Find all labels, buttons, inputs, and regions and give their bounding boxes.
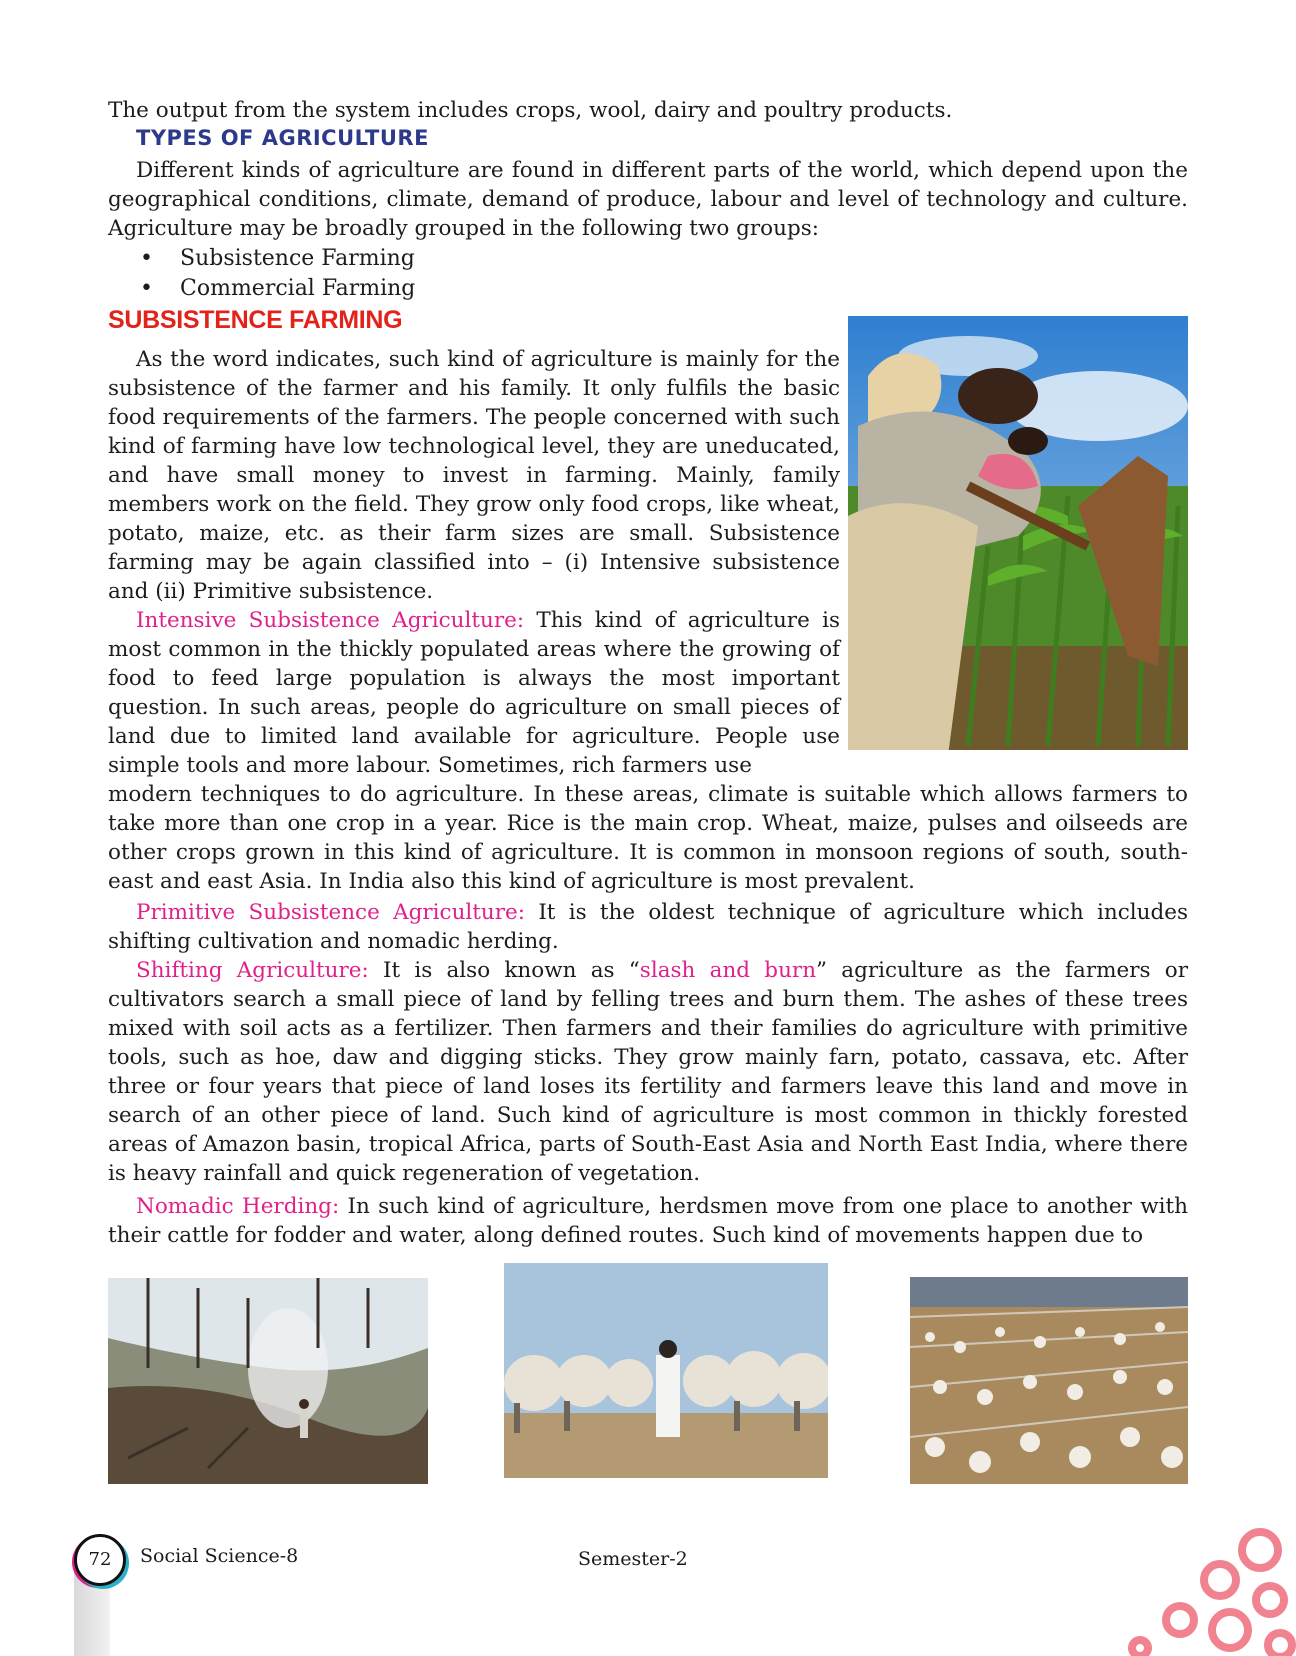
farmer-hoeing-photo xyxy=(848,316,1188,750)
shifting-label: Shifting Agriculture: xyxy=(136,958,369,983)
subsistence-paragraph: As the word indicates, such kind of agriculture is mainly for the subsistence of the farmer and his family. It only fulfils the basic food requirements of the farmers. The people concerned with such kind of farming have low technological level, they are uneducated, and have small money to invest in farming. Mainly, family members work on the field. They grow only food crops, like wheat, potato, maize, etc. as their farm sizes are small. Subsistence farming may be again classified into – (i) Intensive subsistence and (ii) Primitive subsistence. xyxy=(108,347,840,604)
primitive-label: Primitive Subsistence Agriculture: xyxy=(136,900,526,925)
intensive-text-1: This kind of agriculture is most common in the thickly populated areas where the growing of food to feed large population is always the most important question. In such areas, people do agriculture on small pieces of land due to limited land available for agriculture. People use simple tools and more labour. Sometimes, rich farmers use xyxy=(108,608,840,778)
slash-and-burn-photo xyxy=(108,1278,428,1484)
list-item: • Commercial Farming xyxy=(108,274,415,304)
shifting-text-before: It is also known as “ xyxy=(382,958,640,983)
nomadic-herder-photo xyxy=(504,1263,828,1478)
shifting-paragraph xyxy=(108,956,1188,1188)
primitive-paragraph xyxy=(108,898,1188,956)
subsistence-heading: SUBSISTENCE FARMING xyxy=(108,306,403,334)
primitive-text: It is the oldest technique of agriculture which includes shifting cultivation and nomadic herding. xyxy=(108,900,1188,954)
nomadic-paragraph xyxy=(108,1192,1188,1250)
intensive-paragraph-bottom: modern techniques to do agriculture. In these areas, climate is suitable which allows farmers to take more than one crop in a year. Rice is the main crop. Wheat, maize, pulses and oilseeds are other crops grown in this kind of agriculture. It is common in monsoon regions of south, south-east and east Asia. In India also this kind of agriculture is most prevalent. xyxy=(108,782,1188,894)
semester-label: Semester-2 xyxy=(578,1548,688,1570)
types-heading: TYPES OF AGRICULTURE xyxy=(136,126,429,150)
intensive-paragraph-top xyxy=(108,606,840,780)
farming-types-list xyxy=(108,244,415,304)
nomadic-label: Nomadic Herding: xyxy=(136,1194,340,1219)
page-number: 72 xyxy=(74,1534,126,1586)
intensive-label: Intensive Subsistence Agriculture: xyxy=(136,608,525,633)
decorative-circles xyxy=(1120,1520,1296,1656)
slash-and-burn-term: slash and burn xyxy=(639,958,817,983)
types-paragraph: Different kinds of agriculture are found in different parts of the world, which depend upon the geographical conditions, climate, demand of produce, labour and level of technology and culture. Agriculture may be broadly grouped in the following two groups: xyxy=(108,158,1188,241)
shifting-text-after: ” agriculture as the farmers or cultivators search a small piece of land by felling trees and burn them. The ashes of these trees mixed with soil acts as a fertilizer. Then farmers and their families do agriculture with primitive tools, such as hoe, daw and digging sticks. They grow mainly farn, potato, cassava, etc. After three or four years that piece of land loses its fertility and farmers leave this land and move in search of an other piece of land. Such kind of agriculture is most common in thickly forested areas of Amazon basin, tropical Africa, parts of South-East Asia and North East India, where there is heavy rainfall and quick regeneration of vegetation. xyxy=(108,958,1188,1186)
poultry-farm-photo xyxy=(910,1277,1188,1484)
book-title: Social Science-8 xyxy=(140,1545,299,1567)
intro-line: The output from the system includes crops, wool, dairy and poultry products. xyxy=(108,98,953,123)
list-item: • Subsistence Farming xyxy=(108,244,415,274)
nomadic-text: In such kind of agriculture, herdsmen move from one place to another with their cattle for fodder and water, along defined routes. Such kind of movements happen due to xyxy=(108,1194,1188,1248)
